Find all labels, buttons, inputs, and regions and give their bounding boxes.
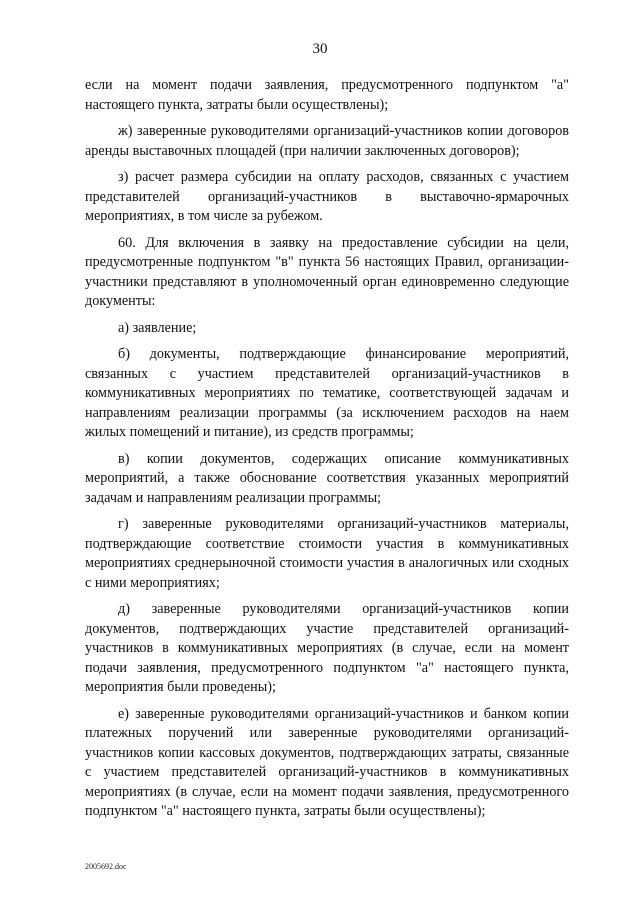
paragraph-item-g: г) заверенные руководителями организаций-участников материалы, подтверждающие соответствие стоимости участия в коммуникативных мероприятиях среднерыночной стоимости участия в аналогичных или сходных с ними мероприятиях; (85, 516, 569, 591)
paragraph-item-zh: ж) заверенные руководителями организаций-участников копии договоров аренды выставочных площадей (при наличии заключенных договоров); (85, 123, 569, 159)
document-body (85, 76, 569, 829)
page-number: 30 (312, 41, 328, 57)
paragraph-item-e: е) заверенные руководителями организаций-участников и банком копии платежных поручений или заверенные руководителями организаций-участников копии кассовых документов, подтверждающих затраты, связанные с участием представителей организаций-участников в коммуникативных мероприятиях (в случае, если на момент подачи заявления, предусмотренного подпунктом "а" настоящего пункта, затраты были осуществлены); (85, 705, 569, 819)
paragraph-continuation: если на момент подачи заявления, предусмотренного подпунктом "а" настоящего пункта, затраты были осуществлены); (85, 77, 569, 113)
paragraph-item-a: а) заявление; (118, 319, 197, 336)
paragraph-item-v: в) копии документов, содержащих описание коммуникативных мероприятий, а также обоснование соответствия указанных мероприятий задачам и направлениям реализации программы; (85, 450, 569, 506)
paragraph-item-b: б) документы, подтверждающие финансирование мероприятий, связанных с участием представителей организаций-участников в коммуникативных мероприятиях по тематике, соответствующей задачам и направлениям реализации программы (за исключением расходов на наем жилых помещений и питание), из средств программы; (85, 346, 569, 440)
paragraph-clause-60: 60. Для включения в заявку на предоставление субсидии на цели, предусмотренные подпунктом "в" пункта 56 настоящих Правил, организации-участники представляют в уполномоченный орган единовременно следующие документы: (85, 234, 569, 309)
paragraph-item-z: з) расчет размера субсидии на оплату расходов, связанных с участием представителей организаций-участников в выставочно-ярмарочных мероприятиях, в том числе за рубежом. (85, 169, 569, 224)
footer-filename: 2005692.doc (85, 862, 127, 871)
paragraph-item-d: д) заверенные руководителями организаций-участников копии документов, подтверждающих участие представителей организаций-участников в коммуникативных мероприятиях (в случае, если на момент подачи заявления, предусмотренного подпунктом "а" настоящего пункта, мероприятия были проведены); (85, 601, 569, 695)
